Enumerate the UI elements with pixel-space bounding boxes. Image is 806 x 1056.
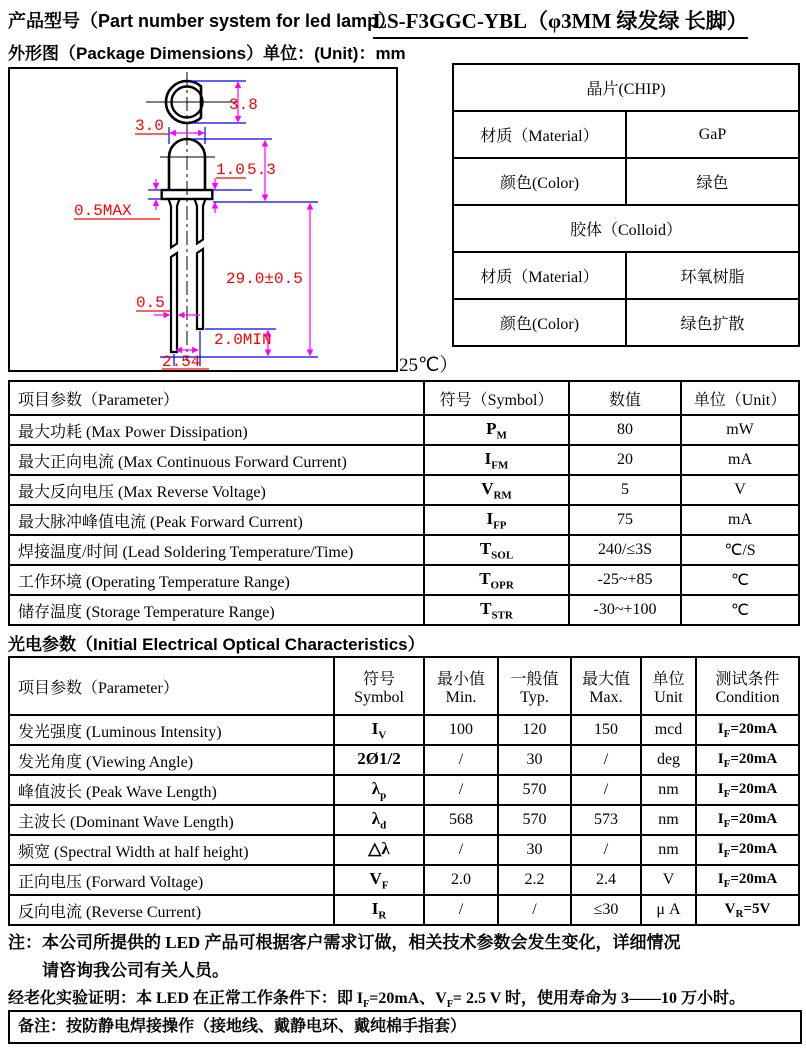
min-cell: 568 bbox=[424, 805, 498, 835]
min-cell: / bbox=[424, 835, 498, 865]
table-row bbox=[9, 445, 799, 475]
unit-cell: mA bbox=[681, 445, 799, 475]
typ-cell: 570 bbox=[498, 775, 571, 805]
table-row bbox=[453, 158, 799, 205]
value-cell: 80 bbox=[569, 415, 681, 445]
param-cell: 频宽 (Spectral Width at half height) bbox=[9, 835, 334, 865]
condition-cell: $I_F=20mA$ bbox=[696, 715, 799, 745]
col-typ-header: 一般值 Typ. bbox=[498, 657, 571, 715]
value-cell: 20 bbox=[569, 445, 681, 475]
unit-cell: ℃ bbox=[681, 565, 799, 595]
param-cell: 储存温度 (Storage Temperature Range) bbox=[9, 595, 424, 625]
condition-cell: $I_F=20mA$ bbox=[696, 835, 799, 865]
colloid-material-label: 材质（Material） bbox=[453, 252, 626, 299]
colloid-color-label: 颜色(Color) bbox=[453, 299, 626, 346]
param-cell: 最大功耗 (Max Power Dissipation) bbox=[9, 415, 424, 445]
param-cell: 最大正向电流 (Max Continuous Forward Current) bbox=[9, 445, 424, 475]
symbol-cell: △λ bbox=[334, 835, 424, 865]
table-row bbox=[9, 805, 799, 835]
chip-material-value: GaP bbox=[626, 111, 799, 158]
param-cell: 发光强度 (Luminous Intensity) bbox=[9, 715, 334, 745]
col-unit-header: 单位（Unit） bbox=[681, 381, 799, 415]
typ-cell: 120 bbox=[498, 715, 571, 745]
note-line-1: 注：本公司所提供的 LED 产品可根据客户需求订做，相关技术参数会发生变化，详细情况 bbox=[8, 933, 681, 952]
chip-color-label: 颜色(Color) bbox=[453, 158, 626, 205]
led-dimension-drawing bbox=[10, 69, 396, 370]
condition-cell: $I_F=20mA$ bbox=[696, 805, 799, 835]
chip-header-cell: 晶片(CHIP) bbox=[453, 64, 799, 111]
unit-cell: mA bbox=[681, 505, 799, 535]
param-cell: 工作环境 (Operating Temperature Range) bbox=[9, 565, 424, 595]
unit-cell: mW bbox=[681, 415, 799, 445]
unit-cell: μ A bbox=[641, 895, 696, 925]
value-cell: -25~+85 bbox=[569, 565, 681, 595]
dim-2-0min: 2.0MIN bbox=[214, 331, 272, 349]
typ-cell: 30 bbox=[498, 835, 571, 865]
col-condition-header: 测试条件 Condition bbox=[696, 657, 799, 715]
param-cell: 发光角度 (Viewing Angle) bbox=[9, 745, 334, 775]
symbol-cell: $T_{STR}$ bbox=[424, 595, 569, 625]
page-title: 产品型号（Part number system for led lamp） bbox=[8, 11, 397, 31]
led-outline bbox=[146, 72, 236, 361]
symbol-cell: $V_F$ bbox=[334, 865, 424, 895]
table-row bbox=[9, 715, 799, 745]
max-cell: / bbox=[571, 835, 641, 865]
chip-material-label: 材质（Material） bbox=[453, 111, 626, 158]
symbol-cell: $I_R$ bbox=[334, 895, 424, 925]
col-min-header: 最小值 Min. bbox=[424, 657, 498, 715]
value-cell: -30~+100 bbox=[569, 595, 681, 625]
dim-5-3: 5.3 bbox=[247, 161, 276, 179]
col-param-header: 项目参数（Parameter） bbox=[9, 381, 424, 415]
unit-cell: V bbox=[641, 865, 696, 895]
max-cell: 150 bbox=[571, 715, 641, 745]
value-cell: 240/≤3S bbox=[569, 535, 681, 565]
package-drawing-box bbox=[8, 67, 398, 372]
chip-color-value: 绿色 bbox=[626, 158, 799, 205]
condition-cell: $V_R=5V$ bbox=[696, 895, 799, 925]
colloid-color-value: 绿色扩散 bbox=[626, 299, 799, 346]
col-symbol-header: 符号（Symbol） bbox=[424, 381, 569, 415]
unit-cell: deg bbox=[641, 745, 696, 775]
unit-cell: mcd bbox=[641, 715, 696, 745]
symbol-cell: 2Ø1/2 bbox=[334, 745, 424, 775]
max-cell: / bbox=[571, 775, 641, 805]
symbol-cell: $\lambda_p$ bbox=[334, 775, 424, 805]
table-row bbox=[9, 535, 799, 565]
param-cell: 主波长 (Dominant Wave Length) bbox=[9, 805, 334, 835]
typ-cell: / bbox=[498, 895, 571, 925]
min-cell: 2.0 bbox=[424, 865, 498, 895]
col-param-header: 项目参数（Parameter） bbox=[9, 657, 334, 715]
condition-cell: $I_F=20mA$ bbox=[696, 775, 799, 805]
chip-table bbox=[452, 63, 800, 347]
table-row bbox=[9, 835, 799, 865]
unit-cell: ℃/S bbox=[681, 535, 799, 565]
unit-cell: ℃ bbox=[681, 595, 799, 625]
package-dimensions-subtitle: 外形图（Package Dimensions）单位：(Unit)：mm bbox=[8, 44, 406, 63]
col-value-header: 数值 bbox=[569, 381, 681, 415]
max-cell: 2.4 bbox=[571, 865, 641, 895]
left-lead-lower bbox=[171, 253, 177, 352]
aging-statement: 经老化实验证明：本 LED 在正常工作条件下：即 $I_F=20mA$、$V_F= 2.5$ V 时，使用寿命为 3——10 万小时。 bbox=[8, 990, 746, 1011]
symbol-cell: $I_V$ bbox=[334, 715, 424, 745]
typ-cell: 30 bbox=[498, 745, 571, 775]
remark-box: 备注：按防静电焊接操作（接地线、戴静电环、戴纯棉手指套） bbox=[8, 1010, 802, 1044]
condition-cell: $I_F=20mA$ bbox=[696, 865, 799, 895]
unit-cell: nm bbox=[641, 775, 696, 805]
max-cell: 573 bbox=[571, 805, 641, 835]
col-max-header: 最大值 Max. bbox=[571, 657, 641, 715]
table-row bbox=[453, 64, 799, 111]
min-cell: / bbox=[424, 775, 498, 805]
dim-3-8: 3.8 bbox=[229, 96, 258, 114]
dim-0-5max: 0.5MAX bbox=[74, 202, 132, 220]
table-row bbox=[9, 745, 799, 775]
param-cell: 正向电压 (Forward Voltage) bbox=[9, 865, 334, 895]
dim-1-0: 1.0 bbox=[216, 161, 245, 179]
table-row bbox=[9, 895, 799, 925]
table-header-row bbox=[9, 657, 799, 715]
colloid-header-cell: 胶体（Colloid） bbox=[453, 205, 799, 252]
table-row bbox=[9, 775, 799, 805]
min-cell: / bbox=[424, 745, 498, 775]
param-cell: 最大反向电压 (Max Reverse Voltage) bbox=[9, 475, 424, 505]
table-row bbox=[453, 252, 799, 299]
optical-table bbox=[8, 656, 800, 926]
ta-condition-tail: 25℃） bbox=[399, 355, 459, 376]
value-cell: 5 bbox=[569, 475, 681, 505]
param-cell: 焊接温度/时间 (Lead Soldering Temperature/Time) bbox=[9, 535, 424, 565]
dim-2-54: 2.54 bbox=[162, 353, 201, 370]
table-header-row bbox=[9, 381, 799, 415]
table-row bbox=[9, 505, 799, 535]
symbol-cell: $V_{RM}$ bbox=[424, 475, 569, 505]
typ-cell: 570 bbox=[498, 805, 571, 835]
dim-3-0: 3.0 bbox=[135, 117, 164, 135]
typ-cell: 2.2 bbox=[498, 865, 571, 895]
table-row bbox=[9, 565, 799, 595]
table-row bbox=[453, 111, 799, 158]
left-lead-upper bbox=[169, 199, 180, 248]
symbol-cell: $T_{SOL}$ bbox=[424, 535, 569, 565]
table-row bbox=[9, 595, 799, 625]
param-cell: 峰值波长 (Peak Wave Length) bbox=[9, 775, 334, 805]
table-row bbox=[9, 865, 799, 895]
col-unit-header: 单位 Unit bbox=[641, 657, 696, 715]
col-symbol-header: 符号 Symbol bbox=[334, 657, 424, 715]
symbol-cell: $P_M$ bbox=[424, 415, 569, 445]
colloid-material-value: 环氧树脂 bbox=[626, 252, 799, 299]
optical-section-title: 光电参数（Initial Electrical Optical Characteristics） bbox=[8, 635, 425, 654]
max-cell: ≤30 bbox=[571, 895, 641, 925]
dim-29-0: 29.0±0.5 bbox=[226, 270, 303, 288]
limits-table bbox=[8, 380, 800, 626]
table-row bbox=[453, 205, 799, 252]
right-lead-lower bbox=[197, 249, 203, 329]
symbol-cell: $I_{FP}$ bbox=[424, 505, 569, 535]
dim-0-5: 0.5 bbox=[136, 294, 165, 312]
table-row bbox=[9, 415, 799, 445]
part-number: LS-F3GGC-YBL（φ3MM 绿发绿 长脚） bbox=[373, 5, 748, 39]
unit-cell: nm bbox=[641, 835, 696, 865]
right-lead-upper bbox=[195, 199, 206, 244]
symbol-cell: $I_{FM}$ bbox=[424, 445, 569, 475]
min-cell: 100 bbox=[424, 715, 498, 745]
condition-cell: $I_F=20mA$ bbox=[696, 745, 799, 775]
max-cell: / bbox=[571, 745, 641, 775]
table-row bbox=[453, 299, 799, 346]
min-cell: / bbox=[424, 895, 498, 925]
value-cell: 75 bbox=[569, 505, 681, 535]
unit-cell: V bbox=[681, 475, 799, 505]
param-cell: 最大脉冲峰值电流 (Peak Forward Current) bbox=[9, 505, 424, 535]
param-cell: 反向电流 (Reverse Current) bbox=[9, 895, 334, 925]
symbol-cell: $\lambda_d$ bbox=[334, 805, 424, 835]
note-line-2: 请咨询我公司有关人员。 bbox=[42, 961, 229, 980]
unit-cell: nm bbox=[641, 805, 696, 835]
symbol-cell: $T_{OPR}$ bbox=[424, 565, 569, 595]
table-row bbox=[9, 475, 799, 505]
